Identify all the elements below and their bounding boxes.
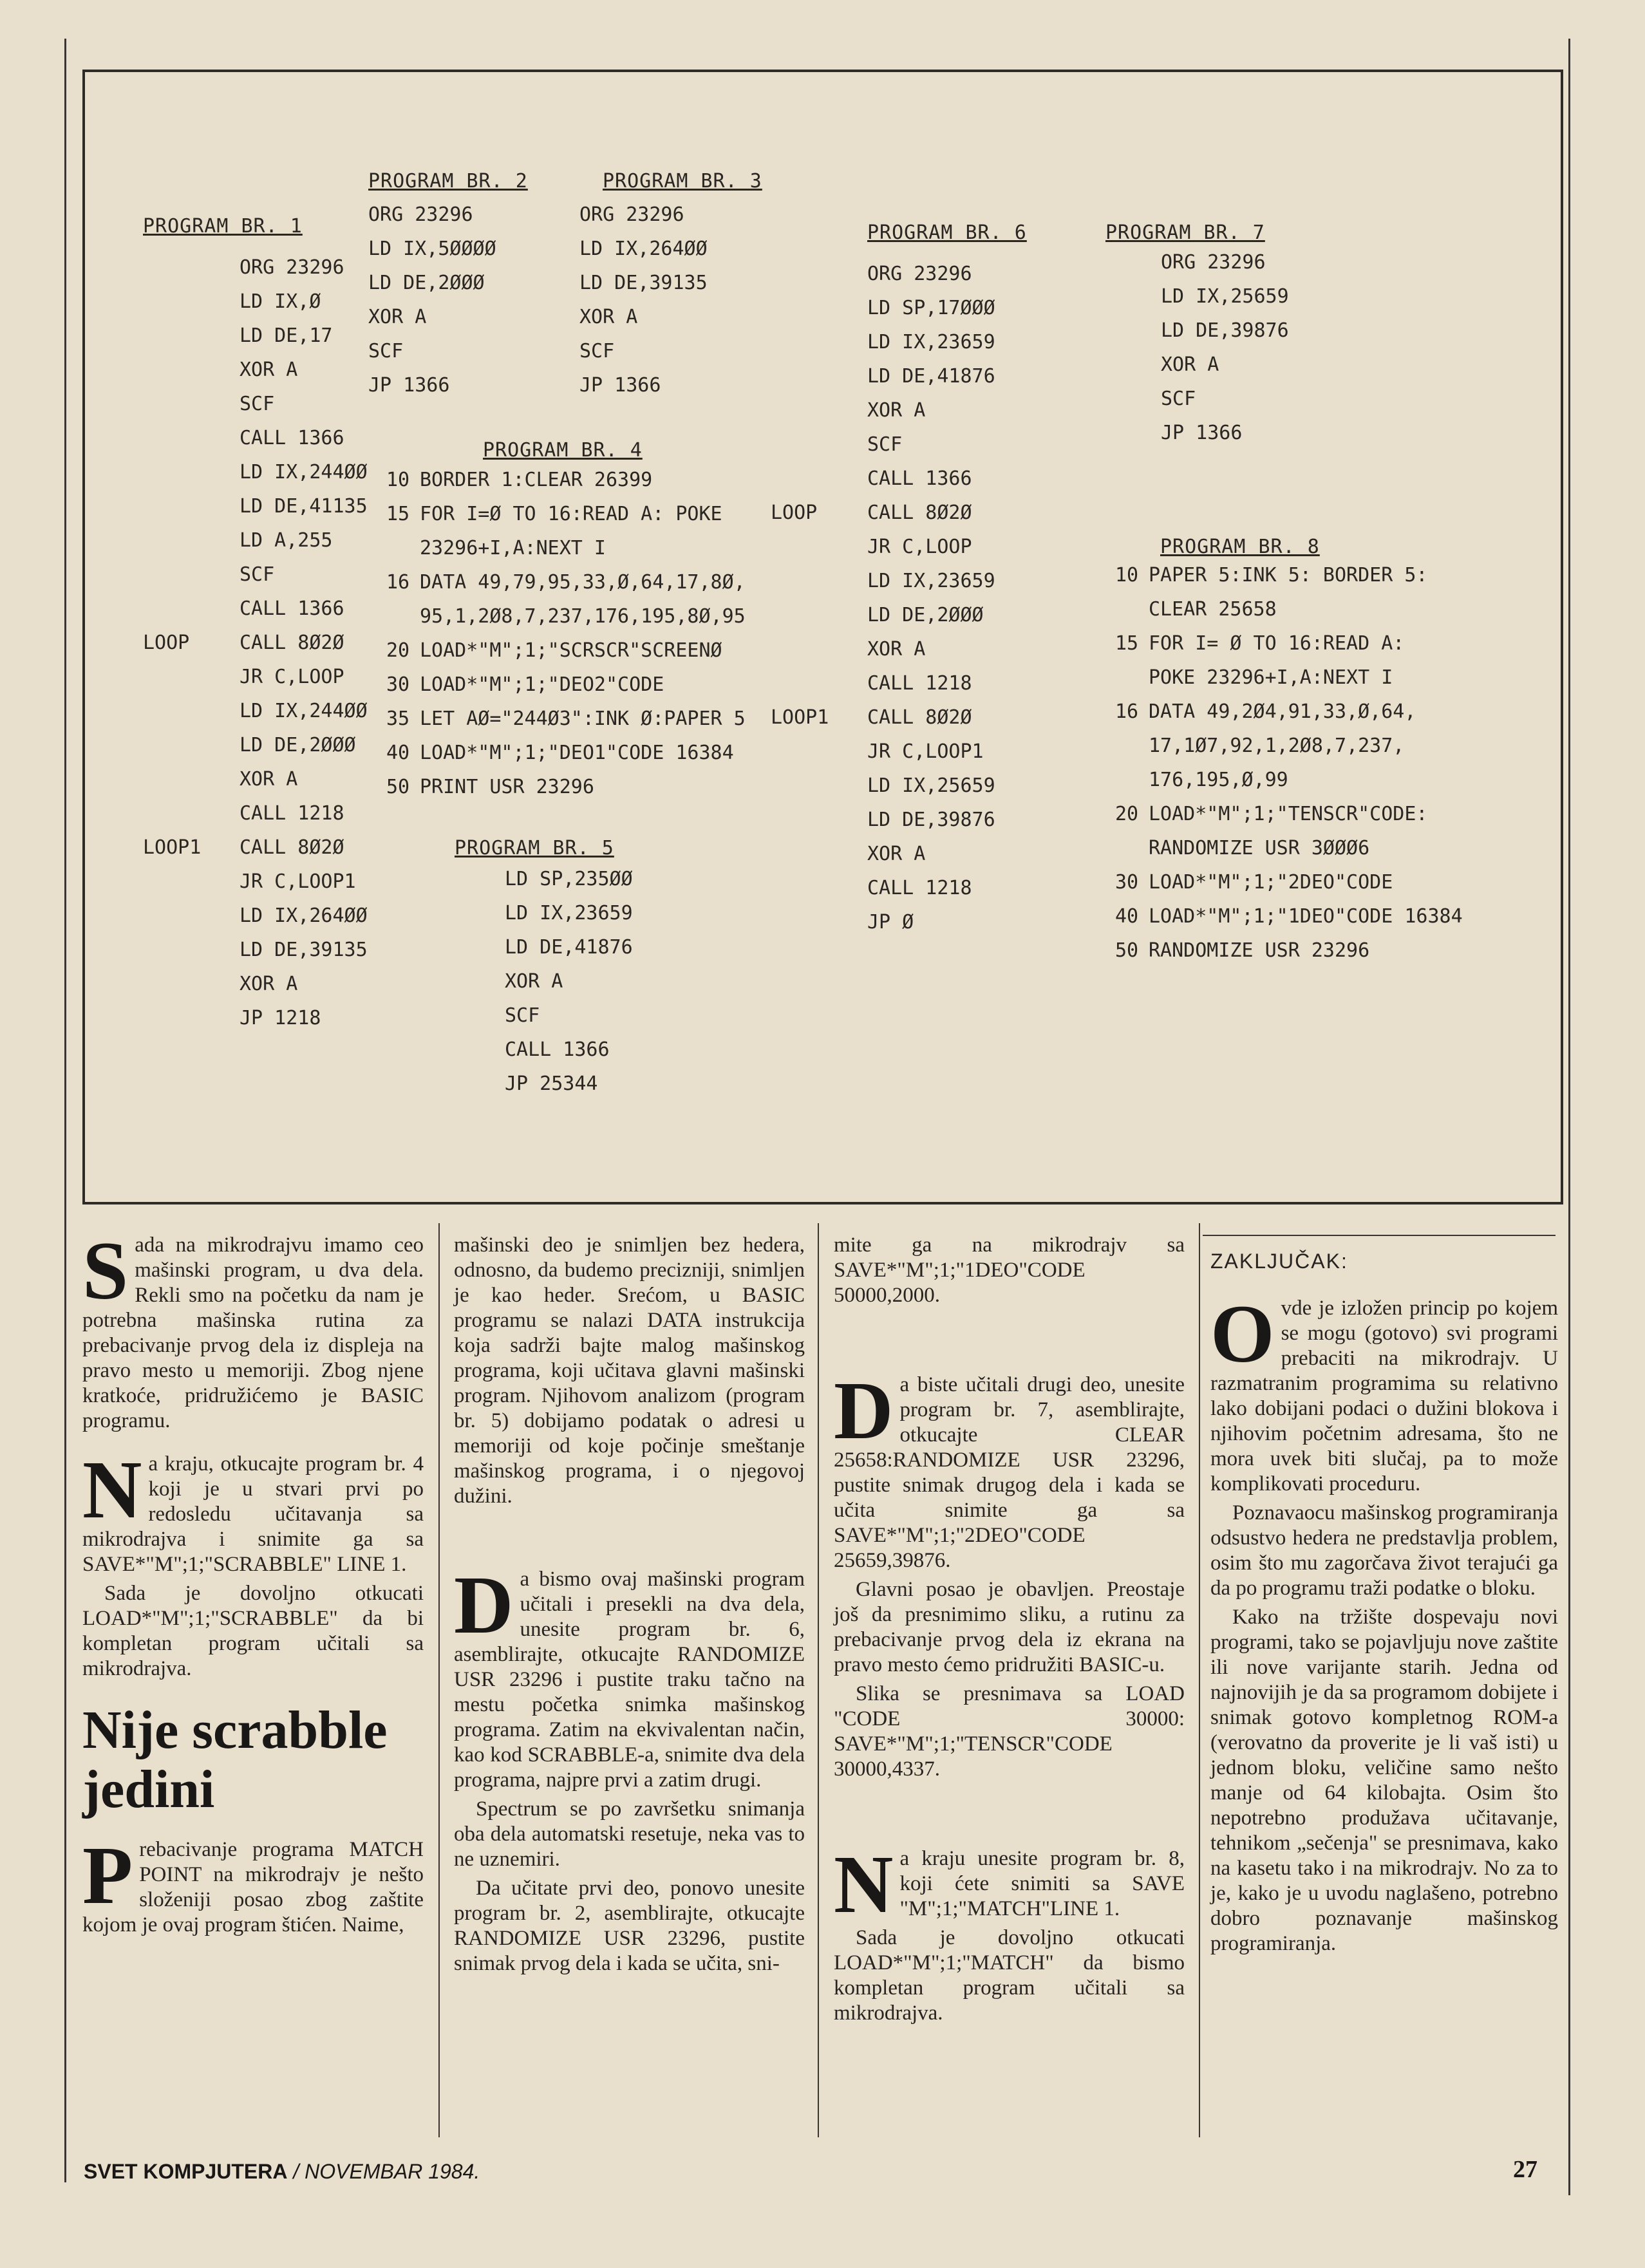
code-line [771, 735, 1027, 769]
code-line [771, 257, 1027, 291]
code-text: DATA 49,79,95,33,Ø,64,17,8Ø, [420, 571, 746, 594]
code-text: LOAD*"M";1;"1DEO"CODE 16384 [1149, 905, 1463, 928]
col3-paragraph-4: Slika se presnimava sa LOAD "CODE 30000: SAVE*"M";1;"TENSCR"CODE 30000,4337. [834, 1682, 1185, 1781]
code-line [386, 599, 746, 633]
code-line [1115, 899, 1463, 933]
col1-paragraph-4: rebacivanje programa MATCH POINT na mikrodrajv je nešto složeniji posao zbog zaštite kojom je ovaj program štićen. Naime, [82, 1838, 424, 1936]
code-line: XOR A [368, 306, 427, 328]
code-text: LOAD*"M";1;"SCRSCR"SCREENØ [420, 639, 722, 662]
code-line: LD DE,2ØØØ [368, 272, 485, 294]
col1-paragraph-2: a kraju, otkucajte program br. 4 koji je u stvari prvi po redosledu učitavanja sa mikrodrajva i snimite ga sa SAVE*"M";1;"SCRABBLE" LINE 1. [82, 1452, 424, 1576]
code-line [771, 325, 1027, 359]
code-text: LD DE,2ØØØ [867, 604, 984, 626]
col1-paragraph-1: ada na mikrodrajvu imamo ceo mašinski program, u dva dela. Rekli smo na početku da nam je potrebna mašinska rutina za prebacivanje prvog dela iz displeja na pravo mesto u memoriji. Zbog njene kratkoće, pridružićemo je BASIC programu. [82, 1233, 424, 1432]
article-column-3 [834, 1233, 1185, 2030]
code-line: LD IX,23659 [505, 902, 633, 924]
code-line [143, 830, 368, 865]
code-text: LD IX,264ØØ [240, 904, 368, 927]
code-line [386, 633, 746, 668]
code-text: XOR A [867, 843, 926, 865]
code-line [143, 796, 368, 830]
code-line [386, 702, 746, 736]
program-8-title: PROGRAM BR. 8 [1160, 536, 1320, 558]
code-text: JP 1218 [240, 1007, 321, 1029]
code-line [143, 967, 368, 1001]
program-2 [368, 170, 528, 402]
code-text: ORG 23296 [867, 263, 972, 285]
code-text: JR C,LOOP [240, 666, 344, 688]
code-listings-box [82, 70, 1563, 1204]
program-7-body [1161, 245, 1289, 450]
code-line [1115, 695, 1463, 729]
code-line: ORG 23296 [1161, 251, 1266, 274]
code-line [771, 632, 1027, 666]
code-text: LOAD*"M";1;"2DEO"CODE [1149, 871, 1393, 894]
line-number: 16 [1115, 700, 1139, 723]
program-1 [143, 215, 368, 1035]
code-text: CALL 1366 [240, 427, 344, 449]
col3-paragraph-6: Sada je dovoljno otkucati LOAD*"M";1;"MATCH" da bismo kompletan program učitali sa mikrodrajva. [834, 1926, 1185, 2025]
code-text: LD IX,25659 [867, 774, 995, 797]
code-line [1115, 763, 1463, 797]
code-text: SCF [867, 433, 903, 456]
code-line: LD DE,39876 [1161, 319, 1289, 342]
code-line [1115, 558, 1463, 592]
code-text: XOR A [240, 973, 298, 995]
dropcap-o: O [1210, 1288, 1275, 1380]
code-text: CALL 8Ø2Ø [867, 706, 972, 729]
code-line [143, 285, 368, 319]
code-text: PAPER 5:INK 5: BORDER 5: [1149, 564, 1428, 586]
footer-masthead [84, 2160, 480, 2184]
code-text: PRINT USR 23296 [420, 776, 594, 798]
line-number: 15 [386, 503, 410, 525]
code-text: JP Ø [867, 911, 914, 933]
code-text: CALL 8Ø2Ø [240, 836, 344, 859]
code-text: LD DE,17 [240, 324, 333, 347]
program-6 [771, 221, 1027, 939]
code-line: LD IX,5ØØØØ [368, 238, 496, 260]
code-line: JP 1366 [368, 374, 450, 397]
code-line [143, 762, 368, 796]
code-line: SCF [368, 340, 404, 362]
code-line [143, 250, 368, 285]
program-3 [579, 170, 762, 402]
article-column-4 [1210, 1249, 1558, 1960]
col4-paragraph-1: vde je izložen princip po kojem se mogu (gotovo) svi programi prebaciti na mikrodrajv. U razmatranim programima su relativno lako dobijani podaci o dužini blokova i njihovim početnim adresama, što ne mora uvek biti slučaj, pa to može komplikovati proceduru. [1210, 1297, 1558, 1495]
col4-paragraph-2: Poznavaocu mašinskog programiranja odsustvo hedera ne predstavlja problem, osim što mu zagorčava život terajući ga da po programu traži podatke o bloku. [1210, 1501, 1558, 1600]
col1-paragraph-3: Sada je dovoljno otkucati LOAD*"M";1;"SCRABBLE" da bi kompletan program učitali sa mikrodrajva. [82, 1582, 424, 1680]
line-number: 30 [1115, 871, 1139, 894]
code-line [771, 564, 1027, 598]
code-line [143, 592, 368, 626]
code-line [771, 496, 1027, 530]
program-4-body [386, 463, 746, 804]
code-line [771, 837, 1027, 871]
code-text: 17,1Ø7,92,1,2Ø8,7,237, [1149, 735, 1405, 757]
code-text: LOAD*"M";1;"DEO1"CODE 16384 [420, 742, 734, 764]
code-text: CALL 1218 [867, 877, 972, 899]
program-3-body [579, 198, 762, 402]
conclusion-title: ZAKLJUČAK: [1210, 1250, 1348, 1273]
code-text: ORG 23296 [240, 256, 344, 279]
code-text: SCF [240, 393, 275, 415]
code-line [143, 660, 368, 694]
code-line [1115, 831, 1463, 865]
code-line [771, 598, 1027, 632]
code-line [143, 865, 368, 899]
dropcap-p: P [82, 1830, 133, 1921]
code-text: XOR A [867, 399, 926, 422]
line-number: 20 [1115, 803, 1139, 825]
line-number: 40 [1115, 905, 1139, 928]
program-5-title: PROGRAM BR. 5 [455, 837, 614, 859]
code-line [143, 353, 368, 387]
code-line [143, 626, 368, 660]
code-line: LD DE,39135 [579, 272, 708, 294]
code-line [771, 291, 1027, 325]
col2-paragraph-1: mašinski deo je snimljen bez hedera, odnosno, da budemo precizniji, snimljen je kao heder. Srećom, u BASIC programu se nalazi DATA instrukcija koja sadrži bajte malog mašinskog programa, koji učitava glavni mašinski program. Njihovom analizom (program br. 5) dobijamo podatak o adresi u memoriji od koje počinje smeštanje mašinskog programa, i o njegovoj dužini. [454, 1233, 805, 1508]
code-text: LD IX,Ø [240, 290, 321, 313]
headline: Nije scrabble jedini [82, 1700, 388, 1819]
code-text: LD IX,244ØØ [240, 461, 368, 483]
code-text: RANDOMIZE USR 23296 [1149, 939, 1370, 962]
code-line [386, 463, 746, 497]
col3-paragraph-3: Glavni posao je obavljen. Preostaje još da presnimimo sliku, a rutinu za prebacivanje prvog dela iz ekrana na pravo mesto ćemo pridružiti BASIC-u. [834, 1578, 1185, 1676]
code-line [1115, 797, 1463, 831]
code-line: JP 1366 [1161, 422, 1243, 444]
code-line: ORG 23296 [368, 203, 473, 226]
dropcap-d: D [454, 1559, 514, 1651]
code-text: LD DE,41876 [867, 365, 995, 388]
dropcap-d2: D [834, 1365, 894, 1456]
code-line: XOR A [505, 970, 563, 993]
code-line [143, 455, 368, 489]
code-line [771, 393, 1027, 427]
code-line [771, 530, 1027, 564]
code-text: JR C,LOOP1 [240, 870, 356, 893]
code-line: SCF [1161, 388, 1196, 410]
code-text: XOR A [240, 768, 298, 791]
code-line [386, 770, 746, 804]
code-line [143, 1001, 368, 1035]
code-line: JP 1366 [579, 374, 661, 397]
program-7-title: PROGRAM BR. 7 [1105, 221, 1265, 244]
code-label: LOOP [771, 501, 818, 524]
code-line [386, 497, 746, 531]
page-rule-left [64, 39, 66, 2182]
code-text: LD DE,39876 [867, 809, 995, 831]
code-text: CLEAR 25658 [1149, 598, 1277, 621]
code-line [143, 489, 368, 523]
program-5-body [505, 862, 633, 1101]
program-2-body [368, 198, 528, 402]
code-text: CALL 1366 [240, 597, 344, 620]
code-label: LOOP [143, 632, 190, 654]
code-line: XOR A [579, 306, 638, 328]
code-line [143, 899, 368, 933]
code-text: CALL 1218 [867, 672, 972, 695]
column-divider-3 [1199, 1223, 1200, 2137]
col3-paragraph-2: a biste učitali drugi deo, unesite program br. 7, asemblirajte, otkucajte CLEAR 25658:RANDOMIZE USR 23296, pustite snimak drugog dela i kada se učita snimite ga sa SAVE*"M";1;"2DEO"CODE 25659,39876. [834, 1373, 1185, 1572]
code-text: LD IX,244ØØ [240, 700, 368, 722]
code-line [143, 319, 368, 353]
code-line [386, 668, 746, 702]
col3-paragraph-1: mite ga na mikrodrajv sa SAVE*"M";1;"1DEO"CODE 50000,2000. [834, 1233, 1185, 1307]
code-text: LD DE,41135 [240, 495, 368, 518]
dropcap-n: N [82, 1444, 142, 1535]
code-text: LD IX,23659 [867, 331, 995, 353]
conclusion-rule [1203, 1235, 1556, 1236]
code-text: LOAD*"M";1;"TENSCR"CODE: [1149, 803, 1428, 825]
page-number: 27 [1513, 2156, 1537, 2183]
code-text: 176,195,Ø,99 [1149, 769, 1288, 791]
code-line [143, 933, 368, 967]
code-text: FOR I=Ø TO 16:READ A: POKE [420, 503, 722, 525]
code-text: JR C,LOOP1 [867, 740, 984, 763]
code-line: LD IX,25659 [1161, 285, 1289, 308]
line-number: 16 [386, 571, 410, 594]
code-line: XOR A [1161, 353, 1219, 376]
code-line [1115, 592, 1463, 626]
page-rule-right [1568, 39, 1570, 2195]
line-number: 35 [386, 708, 410, 730]
code-text: BORDER 1:CLEAR 26399 [420, 469, 653, 491]
code-line [771, 803, 1027, 837]
line-number: 50 [1115, 939, 1139, 962]
line-number: 10 [386, 469, 410, 491]
col3-paragraph-5: a kraju unesite program br. 8, koji ćete snimiti sa SAVE "M";1;"MATCH"LINE 1. [899, 1847, 1185, 1920]
code-line [143, 523, 368, 558]
code-text: LD IX,23659 [867, 570, 995, 592]
col4-paragraph-3: Kako na tržište dospevaju novi programi, tako se pojavljuju nove zaštite ili nove varijante starih. Jedna od najnovijih je da sa programom dobijete i snimak gotovo kompletnog ROM-a (verovatno da proverite je li vaš isti) u jednom bloku, veličine samo nešto manje od 64 kilobajta. Osim što nepotrebno produžava učitavanje, tehnikom „sečenja" se presnimava, kako na kasetu tako i na mikrodrajv. No za to je, kako je u uvodu naglašeno, potrebno dobro poznavanje mašinskog programiranja. [1210, 1606, 1558, 1955]
code-text: CALL 8Ø2Ø [240, 632, 344, 654]
code-line: LD IX,264ØØ [579, 238, 708, 260]
code-line [143, 558, 368, 592]
code-line [771, 427, 1027, 462]
code-line [386, 736, 746, 770]
program-3-title: PROGRAM BR. 3 [603, 170, 762, 192]
code-label: LOOP1 [771, 706, 829, 729]
code-line [143, 421, 368, 455]
code-text: XOR A [240, 359, 298, 381]
issue-date: / NOVEMBAR 1984. [287, 2160, 480, 2183]
code-line [1115, 865, 1463, 899]
code-line [771, 769, 1027, 803]
code-line [143, 694, 368, 728]
code-text: 95,1,2Ø8,7,237,176,195,8Ø,95 [420, 605, 746, 628]
code-line: JP 25344 [505, 1073, 598, 1095]
program-4 [386, 439, 746, 804]
code-text: LD DE,39135 [240, 939, 368, 961]
code-text: LOAD*"M";1;"DEO2"CODE [420, 673, 664, 696]
col2-paragraph-4: Da učitate prvi deo, ponovo unesite program br. 2, asemblirajte, otkucajte RANDOMIZE USR 23296, pustite snimak prvog dela i kada se učita, sni- [454, 1877, 805, 1975]
program-1-body [143, 250, 368, 1035]
line-number: 20 [386, 639, 410, 662]
code-line [771, 359, 1027, 393]
code-text: LET AØ="244Ø3":INK Ø:PAPER 5 [420, 708, 746, 730]
column-divider-1 [438, 1223, 440, 2137]
code-text: SCF [240, 563, 275, 586]
article-column-1 [82, 1225, 424, 1942]
code-line [1115, 626, 1463, 661]
code-line [771, 462, 1027, 496]
line-number: 10 [1115, 564, 1139, 586]
code-line: LD SP,235ØØ [505, 868, 633, 890]
dropcap-s: S [82, 1225, 129, 1317]
code-line [1115, 661, 1463, 695]
code-line: LD DE,41876 [505, 936, 633, 959]
col2-paragraph-3: Spectrum se po završetku snimanja oba dela automatski resetuje, neka vas to ne uznemiri. [454, 1797, 805, 1871]
program-2-title: PROGRAM BR. 2 [368, 170, 528, 192]
code-text: LD SP,17ØØØ [867, 297, 995, 319]
code-line: CALL 1366 [505, 1038, 610, 1061]
code-text: RANDOMIZE USR 3ØØØ6 [1149, 837, 1370, 859]
dropcap-n2: N [834, 1839, 894, 1930]
line-number: 50 [386, 776, 410, 798]
program-5 [455, 837, 633, 1101]
code-line: SCF [579, 340, 615, 362]
code-line: ORG 23296 [579, 203, 684, 226]
code-line [771, 871, 1027, 905]
code-line [386, 531, 746, 565]
line-number: 30 [386, 673, 410, 696]
code-label: LOOP1 [143, 836, 202, 859]
line-number: 40 [386, 742, 410, 764]
code-line [143, 387, 368, 421]
program-8-body [1115, 558, 1463, 968]
code-text: 23296+I,A:NEXT I [420, 537, 606, 559]
program-6-body [771, 257, 1027, 939]
code-text: LD DE,2ØØØ [240, 734, 356, 756]
code-text: CALL 8Ø2Ø [867, 501, 972, 524]
program-6-title: PROGRAM BR. 6 [867, 221, 1027, 244]
code-line [771, 700, 1027, 735]
code-text: CALL 1218 [240, 802, 344, 825]
column-divider-2 [818, 1223, 819, 2137]
program-4-title: PROGRAM BR. 4 [483, 439, 643, 462]
code-text: DATA 49,2Ø4,91,33,Ø,64, [1149, 700, 1416, 723]
code-text: JR C,LOOP [867, 536, 972, 558]
magazine-name: SVET KOMPJUTERA [84, 2160, 288, 2183]
code-line: SCF [505, 1004, 540, 1027]
code-text: POKE 23296+I,A:NEXT I [1149, 666, 1393, 689]
program-1-title: PROGRAM BR. 1 [143, 215, 303, 238]
code-line [1115, 729, 1463, 763]
code-line [1115, 933, 1463, 968]
line-number: 15 [1115, 632, 1139, 655]
code-text: CALL 1366 [867, 467, 972, 490]
code-text: XOR A [867, 638, 926, 661]
code-text: LD A,255 [240, 529, 333, 552]
code-text: FOR I= Ø TO 16:READ A: [1149, 632, 1405, 655]
code-line [143, 728, 368, 762]
col2-paragraph-2: a bismo ovaj mašinski program učitali i presekli na dva dela, unesite program br. 6, asemblirajte, otkucajte RANDOMIZE USR 23296 i pustite traku tačno na mestu početka snimka mašinskog programa. Zatim na ekvivalentan način, kao kod SCRABBLE-a, snimite dva dela programa, najpre prvi a zatim drugi. [454, 1568, 805, 1792]
program-7 [1105, 221, 1289, 450]
program-8 [1115, 536, 1463, 968]
code-line [771, 905, 1027, 939]
code-line [771, 666, 1027, 700]
article-column-2 [454, 1233, 805, 1980]
code-line [386, 565, 746, 599]
